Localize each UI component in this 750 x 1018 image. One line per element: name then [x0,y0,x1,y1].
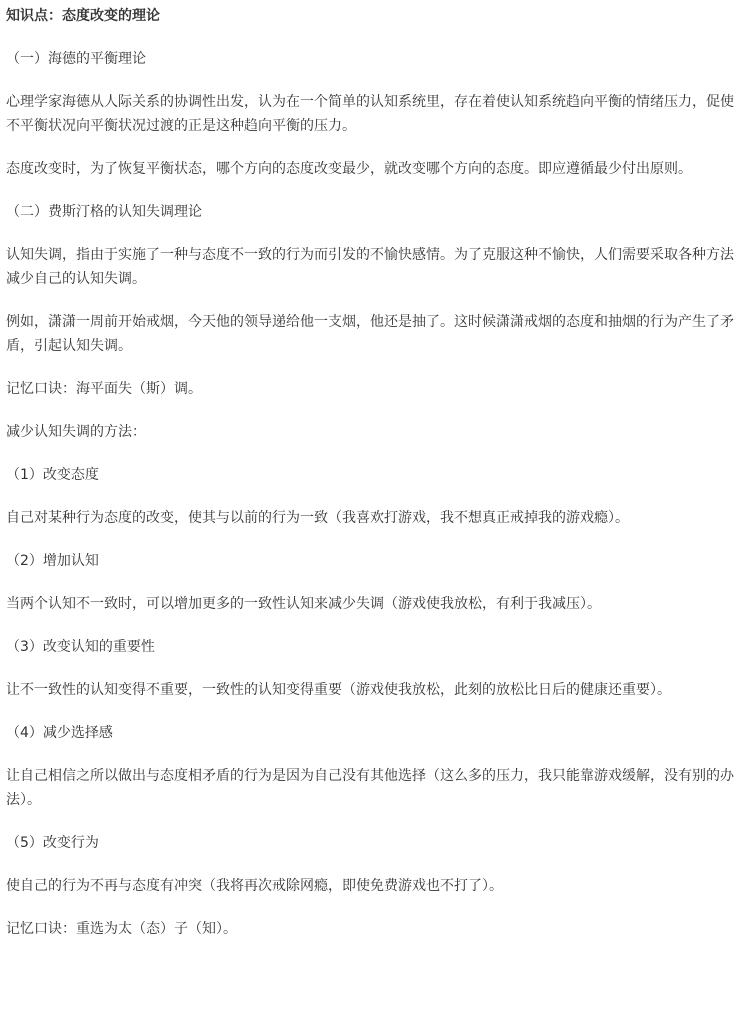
method-heading-5: （5）改变行为 [6,835,99,851]
paragraph: 心理学家海德从人际关系的协调性出发，认为在一个简单的认知系统里，存在着使认知系统趋向平衡的情绪压力，促使不平衡状况向平衡状况过渡的正是这种趋向平衡的压力。 [6,94,734,134]
paragraph: 态度改变时，为了恢复平衡状态，哪个方向的态度改变最少，就改变哪个方向的态度。即应遵循最少付出原则。 [6,161,692,177]
paragraph: 当两个认知不一致时，可以增加更多的一致性认知来减少失调（游戏使我放松，有利于我减压）。 [6,596,601,612]
section-heading-heider: （一）海德的平衡理论 [6,51,146,67]
paragraph: 使自己的行为不再与态度有冲突（我将再次戒除网瘾，即使免费游戏也不打了）。 [6,878,503,894]
method-heading-3: （3）改变认知的重要性 [6,639,155,655]
paragraph: 认知失调，指由于实施了一种与态度不一致的行为而引发的不愉快感情。为了克服这种不愉快，人们需要采取各种方法减少自己的认知失调。 [6,247,734,287]
paragraph: 例如，潇潇一周前开始戒烟，今天他的领导递给他一支烟，他还是抽了。这时候潇潇戒烟的态度和抽烟的行为产生了矛盾，引起认知失调。 [6,314,734,354]
methods-heading: 减少认知失调的方法： [6,424,146,440]
paragraph: 自己对某种行为态度的改变，使其与以前的行为一致（我喜欢打游戏，我不想真正戒掉我的游戏瘾）。 [6,510,629,526]
mnemonic: 记忆口诀：重选为太（态）子（知）。 [6,921,237,937]
section-heading-festinger: （二）费斯汀格的认知失调理论 [6,204,202,220]
mnemonic: 记忆口诀：海平面失（斯）调。 [6,381,202,397]
method-heading-1: （1）改变态度 [6,467,99,483]
method-heading-2: （2）增加认知 [6,553,99,569]
document-title: 知识点：态度改变的理论 [6,8,160,24]
method-heading-4: （4）减少选择感 [6,725,113,741]
paragraph: 让不一致性的认知变得不重要，一致性的认知变得重要（游戏使我放松，此刻的放松比日后的健康还重要）。 [6,682,671,698]
paragraph: 让自己相信之所以做出与态度相矛盾的行为是因为自己没有其他选择（这么多的压力，我只能靠游戏缓解，没有别的办法）。 [6,768,734,808]
